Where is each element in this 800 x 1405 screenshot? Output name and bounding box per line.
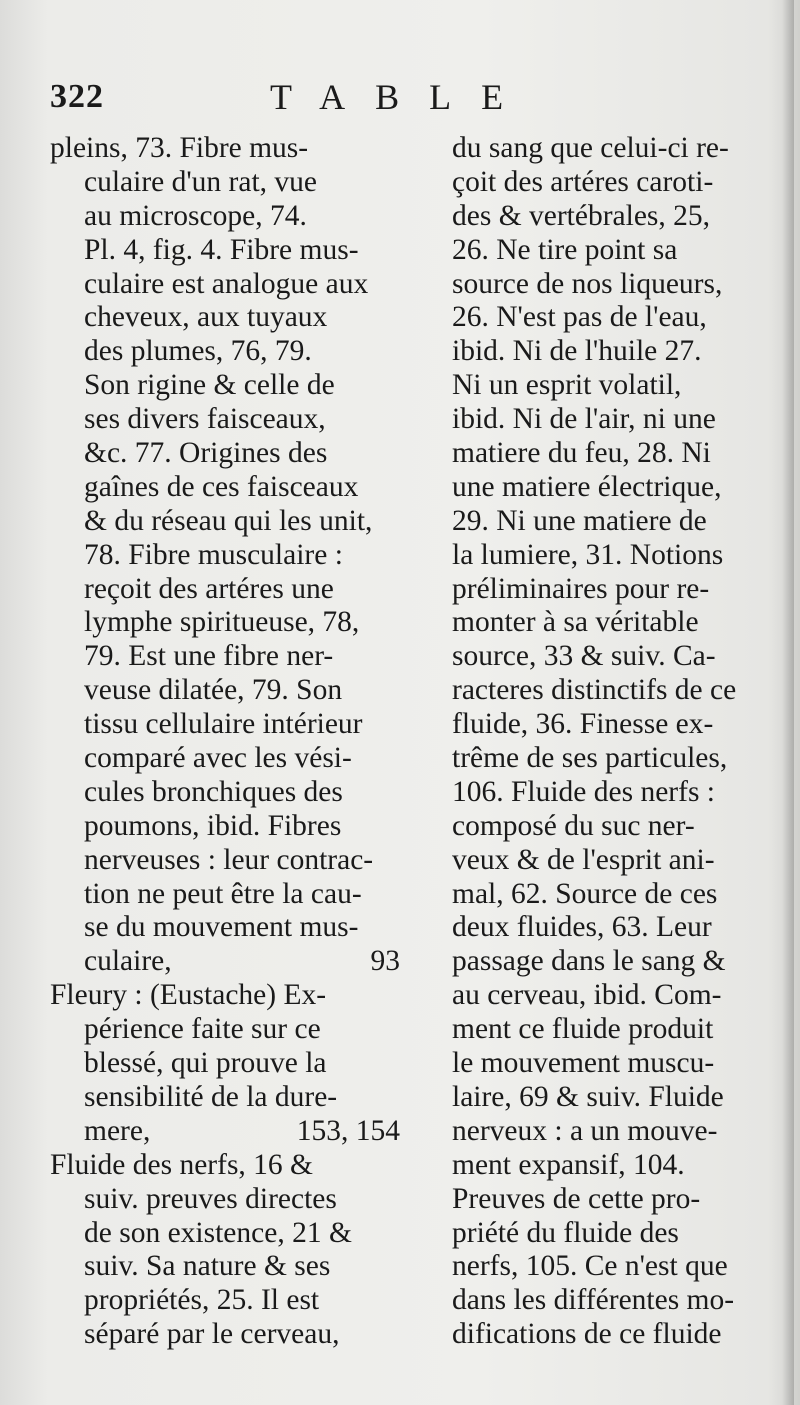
index-line: tion ne peut être la cau- bbox=[84, 877, 362, 910]
index-line: çoit des artéres caroti- bbox=[452, 165, 714, 198]
index-line: racteres distinctifs de ce bbox=[452, 674, 737, 707]
right-column bbox=[452, 132, 792, 1352]
index-line: Pl. 4, fig. 4. Fibre mus- bbox=[84, 233, 359, 266]
index-line: 78. Fibre musculaire : bbox=[84, 538, 343, 571]
index-line: suiv. preuves directes bbox=[84, 1182, 337, 1215]
index-line: séparé par le cerveau, bbox=[84, 1318, 340, 1351]
index-line: au cerveau, ibid. Com- bbox=[452, 979, 722, 1012]
index-line: cheveux, aux tuyaux bbox=[84, 301, 328, 334]
index-line: 29. Ni une matiere de bbox=[452, 504, 707, 537]
index-line: périence faite sur ce bbox=[84, 1013, 321, 1046]
index-line: préliminaires pour re- bbox=[452, 572, 710, 605]
index-line: se du mouvement mus- bbox=[84, 911, 359, 944]
index-line: nerveux : a un mouve- bbox=[452, 1114, 718, 1147]
index-line: source, 33 & suiv. Ca- bbox=[452, 640, 716, 673]
index-line: ibid. Ni de l'huile 27. bbox=[452, 335, 702, 368]
index-line: du sang que celui-ci re- bbox=[452, 132, 729, 164]
index-line: blessé, qui prouve la bbox=[84, 1047, 327, 1080]
page-reference: 153, 154 bbox=[296, 1114, 400, 1147]
index-line: matiere du feu, 28. Ni bbox=[452, 437, 711, 470]
index-line: propriétés, 25. Il est bbox=[84, 1284, 320, 1317]
index-text: culaire, bbox=[84, 945, 172, 978]
page-header bbox=[0, 70, 800, 120]
index-text: mere, bbox=[84, 1114, 151, 1147]
index-line: le mouvement muscu- bbox=[452, 1047, 715, 1080]
index-line bbox=[50, 1115, 400, 1149]
index-line: culaire d'un rat, vue bbox=[84, 165, 318, 198]
index-line: dans les différentes mo- bbox=[452, 1284, 735, 1317]
index-line: au microscope, 74. bbox=[84, 199, 307, 232]
index-line: culaire est analogue aux bbox=[84, 267, 369, 300]
index-line: nerveuses : leur contrac- bbox=[84, 843, 374, 876]
index-line: monter à sa véritable bbox=[452, 606, 699, 639]
index-line: source de nos liqueurs, bbox=[452, 267, 723, 300]
index-line: poumons, ibid. Fibres bbox=[84, 809, 342, 842]
left-column bbox=[50, 132, 400, 1352]
index-line: pleins, 73. Fibre mus- bbox=[50, 132, 309, 164]
index-line: 79. Est une fibre ner- bbox=[84, 640, 334, 673]
index-line: & du réseau qui les unit, bbox=[84, 504, 373, 537]
index-line: veuse dilatée, 79. Son bbox=[84, 674, 343, 707]
index-line: la lumiere, 31. Notions bbox=[452, 538, 724, 571]
index-line: &c. 77. Origines des bbox=[84, 437, 328, 470]
index-line: reçoit des artéres une bbox=[84, 572, 334, 605]
index-line: Ni un esprit volatil, bbox=[452, 369, 682, 402]
index-line: priété du fluide des bbox=[452, 1216, 679, 1249]
index-line: difications de ce fluide bbox=[452, 1318, 722, 1351]
index-line: ment expansif, 104. bbox=[452, 1148, 685, 1181]
index-line: 106. Fluide des nerfs : bbox=[452, 775, 716, 808]
running-title: TABLE bbox=[270, 77, 534, 117]
index-line: une matiere électrique, bbox=[452, 470, 722, 503]
index-line: 26. N'est pas de l'eau, bbox=[452, 301, 707, 334]
index-line: gaînes de ces faisceaux bbox=[84, 470, 359, 503]
index-line: trême de ses particules, bbox=[452, 742, 728, 775]
page-number: 322 bbox=[50, 78, 104, 115]
index-line: lymphe spiritueuse, 78, bbox=[84, 606, 360, 639]
index-line: veux & de l'esprit ani- bbox=[452, 843, 715, 876]
index-line: composé du suc ner- bbox=[452, 809, 695, 842]
index-line: Son rigine & celle de bbox=[84, 369, 335, 402]
index-entry-heading: Fleury : (Eustache) Ex- bbox=[50, 979, 327, 1012]
index-line: de son existence, 21 & bbox=[84, 1216, 352, 1249]
index-line: passage dans le sang & bbox=[452, 945, 726, 978]
index-line: mal, 62. Source de ces bbox=[452, 877, 718, 910]
index-line: des & vertébrales, 25, bbox=[452, 199, 711, 232]
index-line: ibid. Ni de l'air, ni une bbox=[452, 403, 716, 436]
index-line: fluide, 36. Finesse ex- bbox=[452, 708, 714, 741]
index-line: comparé avec les vési- bbox=[84, 742, 352, 775]
index-line: ment ce fluide produit bbox=[452, 1013, 714, 1046]
index-line: tissu cellulaire intérieur bbox=[84, 708, 363, 741]
index-line: cules bronchiques des bbox=[84, 775, 343, 808]
index-entry-heading: Fluide des nerfs, 16 & bbox=[50, 1148, 314, 1181]
index-line: Preuves de cette pro- bbox=[452, 1182, 701, 1215]
index-line: suiv. Sa nature & ses bbox=[84, 1250, 331, 1283]
page-reference: 93 bbox=[370, 945, 400, 978]
index-line: laire, 69 & suiv. Fluide bbox=[452, 1080, 724, 1113]
index-line: ses divers faisceaux, bbox=[84, 403, 326, 436]
index-line bbox=[50, 945, 400, 979]
index-line: deux fluides, 63. Leur bbox=[452, 911, 712, 944]
index-line: sensibilité de la dure- bbox=[84, 1080, 338, 1113]
index-line: nerfs, 105. Ce n'est que bbox=[452, 1250, 728, 1283]
index-line: 26. Ne tire point sa bbox=[452, 233, 678, 266]
index-line: des plumes, 76, 79. bbox=[84, 335, 312, 368]
